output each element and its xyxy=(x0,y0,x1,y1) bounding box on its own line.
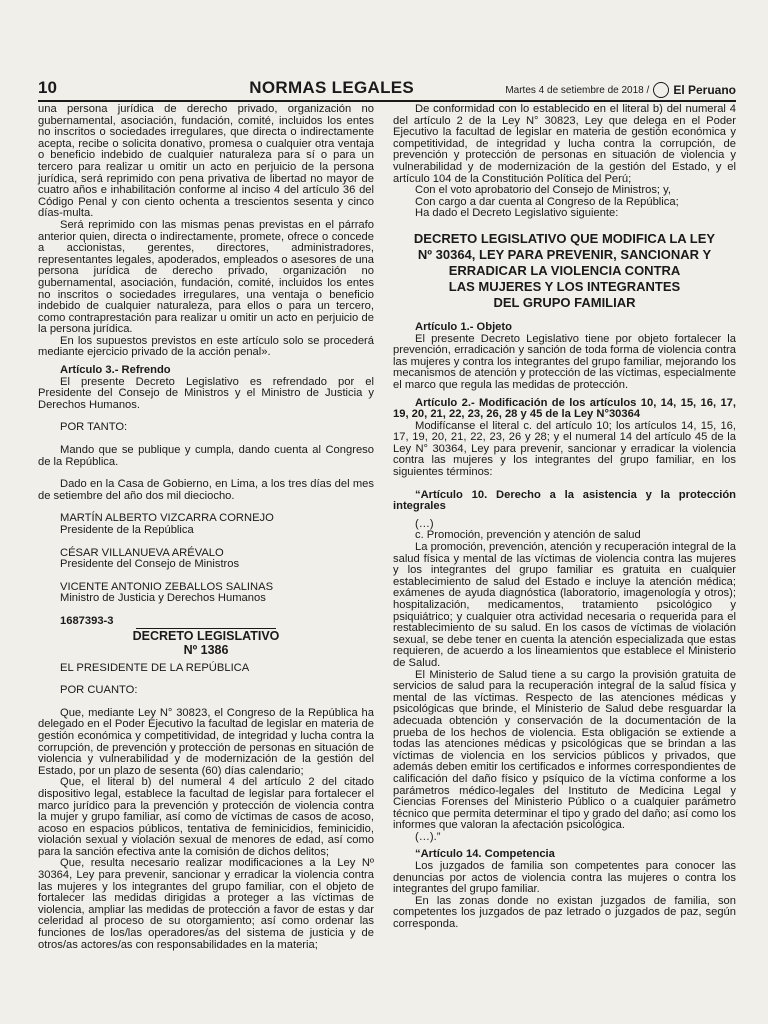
article-3-title: Artículo 3.- Refrendo xyxy=(60,364,171,377)
paragraph: una persona jurídica de derecho privado, organización no gubernamental, asociación, fundación, comité, incluidos los entes no inscritos o sociedades irregulares, que directa o indirectamente acepta, recibe o solicita donativo, promesa o cualquier otra ventaja o beneficio indebido de cualquier naturaleza para sí o para un tercero para realizar u omitir un acto en perjuicio de la persona jurídica, será reprimido con pena privativa de libertad no mayor de cuatro años e inhabilitación conforme al inciso 4 del artículo 36 del Código Penal y con ciento ochenta a trescientos sesenta y cinco días-multa. xyxy=(38,103,374,220)
paragraph: Con el voto aprobatorio del Consejo de Ministros; y, xyxy=(415,184,671,197)
paragraph: En los supuestos previstos en este artículo solo se procederá mediante ejercicio privado de la acción penal». xyxy=(38,334,374,359)
president-line: EL PRESIDENTE DE LA REPÚBLICA xyxy=(60,661,250,674)
section-title: NORMAS LEGALES xyxy=(249,78,415,97)
article-1-title: Artículo 1.- Objeto xyxy=(415,320,512,333)
page-number: 10 xyxy=(38,78,57,97)
article-2-title: Artículo 2.- Modificación de los artículos 10, 14, 15, 16, 17, 19, 20, 21, 22, 23, 26, 28 y 45 de la Ley N°30364 xyxy=(393,396,736,421)
date-brand xyxy=(505,82,736,98)
coat-of-arms-icon xyxy=(653,82,669,98)
paragraph: Los juzgados de familia son competentes para conocer las denuncias por actos de violencia contra las mujeres o contra los integrantes del grupo familiar. xyxy=(393,860,736,896)
page-header xyxy=(38,76,736,102)
paragraph: En las zonas donde no existan juzgados de familia, son competentes los juzgados de paz letrado o juzgados de paz, según corresponda. xyxy=(393,894,736,931)
paragraph: Que, mediante Ley N° 30823, el Congreso de la República ha delegado en el Poder Ejecutivo la facultad de legislar en materia de gestión económica y competitividad, de integridad y lucha contra la corrupción, de prevención y protección de personas en situación de violencia y vulnerabilidad y de modernización de la gestión del Estado, por un plazo de sesenta (60) días calendario; xyxy=(38,706,374,777)
decree-title-line: Nº 30364, LEY PARA PREVENIR, SANCIONAR Y xyxy=(417,246,712,262)
left-column xyxy=(38,104,374,951)
paragraph: Con cargo a dar cuenta al Congreso de la República; xyxy=(415,195,679,208)
decree-title-line: DECRETO LEGISLATIVO QUE MODIFICA LA LEY xyxy=(413,230,716,246)
signatory-role: Presidente de la República xyxy=(60,524,194,536)
paragraph: La promoción, prevención, atención y recuperación integral de la salud física y mental de las víctimas de violencia contra las mujeres y los integrantes del grupo familiar es gratuita en cualquier establecimiento de salud del Estado e incluye la atención médica; exámenes de ayuda diagnóstica (laboratorio, imagenología y otros); hospitalización, medicamentos, tratamiento psicológico y psiquiátrico; y cualquier otra actividad necesaria o requerida para el restablecimiento de su salud. En los casos de víctimas de violación sexual, se debe tener en cuenta la atención especializada que estas requieren, de acuerdo a los lineamientos que establece el Ministerio de Salud. xyxy=(393,541,736,669)
right-column xyxy=(393,104,736,931)
paragraph: Será reprimido con las mismas penas previstas en el párrafo anterior quien, directa o indirectamente, promete, ofrece o concede a accionistas, gerentes, directores, administradores, representantes legales, apoderados, empleados o asesores de una persona jurídica de derecho privado, organización no gubernamental, asociación, fundación, comité, incluidos los entes no inscritos o sociedades irregulares, una ventaja o beneficio indebido de cualquier naturaleza, para ellos o para un tercero, como contraprestación para realizar u omitir un acto en perjuicio de la persona jurídica. xyxy=(38,218,374,336)
ellipsis: (…).” xyxy=(415,830,441,843)
decree-heading: DECRETO LEGISLATIVO xyxy=(132,628,280,643)
decree-title-line: DEL GRUPO FAMILIAR xyxy=(493,294,636,310)
signatory-name: MARTÍN ALBERTO VIZCARRA CORNEJO xyxy=(60,512,274,525)
paragraph: El Ministerio de Salud tiene a su cargo la provisión gratuita de servicios de salud para la recuperación integral de la salud física y mental de las víctimas. Respecto de las atenciones médicas y psicológicas que brinde, el Ministerio de Salud debe resguardar la adecuada obtención y conservación de la documentación de la prueba de los hechos de violencia. Esta obligación se extiende a todas las atenciones médicas y psicológicas que se brindan a las víctimas de violencia en los servicios públicos y privados, que además deben emitir los certificados e informes correspondientes de calificación del daño físico y psíquico de la víctima conforme a los parámetros médico-legales del Instituto de Medicina Legal y Ciencias Forenses del Ministerio Público o a cualquier parámetro técnico que permita determinar el tipo y grado del daño; así como los informes que valoran la afectación psicológica. xyxy=(393,668,736,832)
paragraph: Ha dado el Decreto Legislativo siguiente: xyxy=(415,207,619,220)
paragraph: Dado en la Casa de Gobierno, en Lima, a los tres días del mes de setiembre del año dos mil dieciocho. xyxy=(38,478,374,502)
article-10-title: “Artículo 10. Derecho a la asistencia y la protección integrales xyxy=(393,488,736,513)
por-tanto: POR TANTO: xyxy=(60,421,128,434)
decree-title-line: LAS MUJERES Y LOS INTEGRANTES xyxy=(448,278,681,294)
article-14-title: “Artículo 14. Competencia xyxy=(415,848,555,861)
ellipsis: (…) xyxy=(415,517,434,530)
paragraph: Que, resulta necesario realizar modificaciones a la Ley Nº 30364, Ley para prevenir, sancionar y erradicar la violencia contra las mujeres y los integrantes del grupo familiar, con el objeto de fortalecer las medidas dirigidas a proteger a las víctimas de violencia, ampliar las medidas de protección a favor de estas y dar celeridad al proceso de su otorgamiento; así como ordenar las funciones de los/las operadores/as del sistema de justicia y de otros/as actores/as con responsabilidades en la materia; xyxy=(38,857,374,951)
paragraph: Que, el literal b) del numeral 4 del artículo 2 del citado dispositivo legal, establece la facultad de legislar para fortalecer el marco jurídico para la prevención y protección de violencia contra la mujer y grupo familiar, así como de víctimas de casos de acoso, acoso en espacios públicos, tentativa de feminicidios, feminicidio, violación sexual y violación sexual de menores de edad, así como para la sanción efectiva ante la comisión de dichos delitos; xyxy=(38,776,374,858)
paragraph: Modifícanse el literal c. del artículo 10; los artículos 14, 15, 16, 17, 19, 20, 21, 22, 23, 26 y 28; y el numeral 14 del artículo 45 de la Ley N° 30364, Ley para prevenir, sancionar y erradicar la violencia contra las mujeres y los integrantes del grupo familiar, en los siguientes términos: xyxy=(393,419,736,479)
decree-title-line: ERRADICAR LA VIOLENCIA CONTRA xyxy=(448,262,681,278)
paragraph: De conformidad con lo establecido en el literal b) del numeral 4 del artículo 2 de la Ley N° 30823, Ley que delega en el Poder Ejecutivo la facultad de legislar en materia de gestión económica y competitividad, de integridad y lucha contra la corrupción, de prevención y protección de personas en situación de violencia y vulnerabilidad y de modernización de la gestión del Estado, y el artículo 104 de la Constitución Política del Perú; xyxy=(393,103,736,185)
newspaper-brand: El Peruano xyxy=(673,83,736,97)
paragraph: El presente Decreto Legislativo es refrendado por el Presidente del Consejo de Ministros y el Ministro de Justicia y Derechos Humanos. xyxy=(38,375,374,411)
decree-title xyxy=(393,231,736,311)
signatory-name: CÉSAR VILLANUEVA ARÉVALO xyxy=(60,546,224,559)
decree-number: Nº 1386 xyxy=(183,642,229,657)
publication-code: 1687393-3 xyxy=(60,614,114,627)
paragraph: El presente Decreto Legislativo tiene por objeto fortalecer la prevención, erradicación y sanción de toda forma de violencia contra las mujeres y contra los integrantes del grupo familiar, mejorando los mecanismos de atención y protección de las víctimas, especialmente el marco que regula las medidas de protección. xyxy=(393,332,736,391)
signatory-role: Presidente del Consejo de Ministros xyxy=(60,558,240,571)
paragraph: Mando que se publique y cumpla, dando cuenta al Congreso de la República. xyxy=(38,444,374,468)
por-cuanto: POR CUANTO: xyxy=(60,684,138,697)
publication-date: Martes 4 de setiembre de 2018 / xyxy=(505,84,650,96)
signatory-role: Ministro de Justicia y Derechos Humanos xyxy=(60,592,266,605)
item-c: c. Promoción, prevención y atención de salud xyxy=(415,529,641,542)
signatory-name: VICENTE ANTONIO ZEBALLOS SALINAS xyxy=(60,580,274,593)
